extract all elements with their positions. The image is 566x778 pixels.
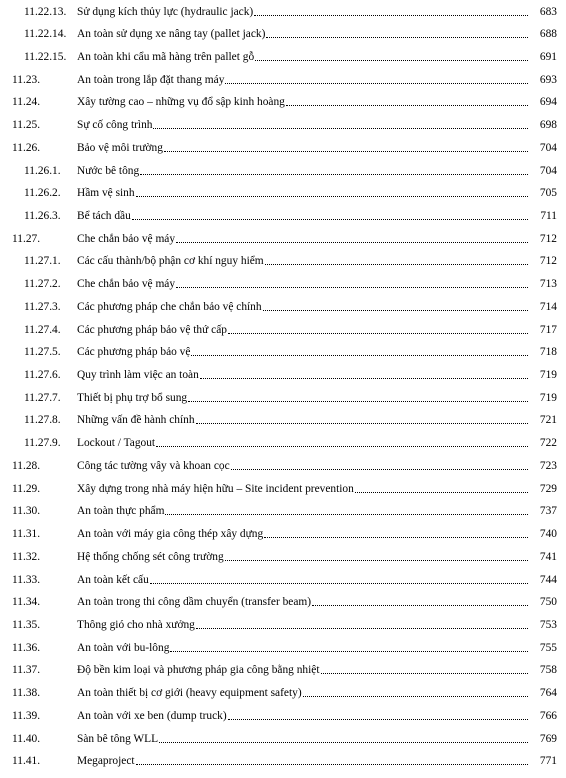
toc-entry-number: 11.27.1. <box>24 255 61 268</box>
toc-entry-number: 11.27.8. <box>24 414 61 427</box>
toc-entry-number: 11.36. <box>12 641 41 654</box>
toc-entry[interactable] <box>0 140 566 156</box>
toc-entry-title: An toàn với xe ben (dump truck) <box>77 709 227 722</box>
toc-entry-number: 11.22.13. <box>24 5 67 18</box>
toc-entry-page-number: 712 <box>539 232 557 245</box>
toc-entry-title: An toàn sử dụng xe nâng tay (pallet jack) <box>77 28 266 41</box>
toc-entry-title: Thiết bị phụ trợ bổ sung <box>77 391 188 404</box>
toc-entry-page-number: 722 <box>539 437 557 450</box>
toc-entry[interactable] <box>0 572 566 588</box>
toc-entry-title: Che chắn bảo vệ máy <box>77 278 176 291</box>
toc-leader-dots <box>136 764 528 765</box>
toc-entry-number: 11.28. <box>12 459 41 472</box>
toc-entry-title: An toàn kết cấu <box>77 573 149 586</box>
toc-entry[interactable] <box>0 549 566 565</box>
toc-entry-number: 11.26.1. <box>24 164 61 177</box>
toc-entry-page-number: 712 <box>539 255 557 268</box>
toc-entry[interactable] <box>0 640 566 656</box>
toc-entry-page-number: 740 <box>539 528 557 541</box>
toc-entry-title: An toàn thực phẩm <box>77 505 165 518</box>
toc-entry-page-number: 704 <box>539 164 557 177</box>
toc-entry-page-number: 758 <box>539 664 557 677</box>
toc-entry-page-number: 755 <box>539 641 557 654</box>
toc-entry[interactable] <box>0 231 566 247</box>
toc-entry-number: 11.40. <box>12 732 41 745</box>
toc-entry-number: 11.38. <box>12 687 41 700</box>
toc-entry-title: Bảo vệ môi trường <box>77 141 163 154</box>
toc-entry-page-number: 711 <box>540 209 557 222</box>
toc-entry-page-number: 688 <box>539 28 557 41</box>
toc-leader-dots <box>228 333 528 334</box>
toc-entry-title: An toàn với bu-lông <box>77 641 170 654</box>
toc-entry-page-number: 753 <box>539 618 557 631</box>
toc-entry[interactable] <box>0 390 566 406</box>
toc-entry-page-number: 698 <box>539 119 557 132</box>
toc-entry-page-number: 718 <box>539 346 557 359</box>
toc-leader-dots <box>255 60 528 61</box>
toc-leader-dots <box>231 469 528 470</box>
toc-entry-number: 11.33. <box>12 573 41 586</box>
toc-entry-page-number: 741 <box>539 550 557 563</box>
toc-entry-number: 11.35. <box>12 618 41 631</box>
toc-entry-number: 11.23. <box>12 73 41 86</box>
toc-entry-page-number: 766 <box>539 709 557 722</box>
toc-entry-number: 11.39. <box>12 709 41 722</box>
toc-entry-number: 11.41. <box>12 755 41 768</box>
toc-entry-page-number: 683 <box>539 5 557 18</box>
toc-entry-title: Công tác tường vây và khoan cọc <box>77 459 230 472</box>
toc-leader-dots <box>196 628 528 629</box>
toc-leader-dots <box>165 514 528 515</box>
toc-entry-title: Các phương pháp che chắn bảo vệ chính <box>77 300 262 313</box>
toc-entry-number: 11.27.7. <box>24 391 61 404</box>
toc-entry-title: Lockout / Tagout <box>77 437 156 450</box>
toc-entry-title: Sự cố công trình <box>77 119 153 132</box>
toc-entry-number: 11.29. <box>12 482 41 495</box>
toc-leader-dots <box>132 219 528 220</box>
toc-entry-number: 11.27.2. <box>24 278 61 291</box>
toc-entry-page-number: 705 <box>539 187 557 200</box>
toc-entry-title: Nước bê tông <box>77 164 140 177</box>
toc-entry[interactable] <box>0 344 566 360</box>
toc-leader-dots <box>200 378 528 379</box>
toc-leader-dots <box>312 605 528 606</box>
toc-leader-dots <box>321 673 528 674</box>
toc-entry-number: 11.26.3. <box>24 209 61 222</box>
toc-leader-dots <box>196 423 528 424</box>
toc-entry-page-number: 694 <box>539 96 557 109</box>
toc-entry-number: 11.26. <box>12 141 41 154</box>
toc-leader-dots <box>150 583 528 584</box>
toc-entry[interactable] <box>0 753 566 769</box>
toc-leader-dots <box>303 696 528 697</box>
toc-entry-title: Xây tường cao – những vụ đổ sập kinh hoàng <box>77 96 285 109</box>
toc-entry-title: Quy trình làm việc an toàn <box>77 369 199 382</box>
toc-entry-page-number: 771 <box>539 755 557 768</box>
toc-entry[interactable] <box>0 185 566 201</box>
toc-entry-number: 11.32. <box>12 550 41 563</box>
toc-entry[interactable] <box>0 481 566 497</box>
toc-entry[interactable] <box>0 526 566 542</box>
toc-leader-dots <box>228 719 528 720</box>
toc-entry-title: An toàn khi cẩu mã hàng trên pallet gỗ <box>77 50 255 63</box>
toc-entry[interactable] <box>0 49 566 65</box>
toc-entry[interactable] <box>0 731 566 747</box>
toc-entry[interactable] <box>0 594 566 610</box>
toc-entry-page-number: 769 <box>539 732 557 745</box>
toc-entry[interactable] <box>0 458 566 474</box>
toc-entry-page-number: 719 <box>539 369 557 382</box>
toc-leader-dots <box>225 560 528 561</box>
toc-entry[interactable] <box>0 367 566 383</box>
toc-entry-title: Các phương pháp bảo vệ thứ cấp <box>77 323 227 336</box>
toc-leader-dots <box>176 287 528 288</box>
toc-entry[interactable] <box>0 435 566 451</box>
toc-entry-number: 11.27.9. <box>24 437 61 450</box>
toc-entry-title: Megaproject <box>77 755 135 768</box>
toc-leader-dots <box>164 151 528 152</box>
toc-leader-dots <box>156 446 528 447</box>
toc-entry-page-number: 723 <box>539 459 557 472</box>
toc-entry[interactable] <box>0 322 566 338</box>
toc-entry-number: 11.25. <box>12 119 41 132</box>
toc-leader-dots <box>265 264 528 265</box>
toc-entry[interactable] <box>0 617 566 633</box>
toc-entry-title: Những vấn đề hành chính <box>77 414 195 427</box>
toc-entry-number: 11.26.2. <box>24 187 61 200</box>
toc-entry-page-number: 704 <box>539 141 557 154</box>
toc-entry-title: Sử dụng kích thủy lực (hydraulic jack) <box>77 5 254 18</box>
toc-entry-number: 11.27.6. <box>24 369 61 382</box>
toc-entry-page-number: 713 <box>539 278 557 291</box>
toc-entry[interactable] <box>0 208 566 224</box>
toc-entry[interactable] <box>0 253 566 269</box>
toc-leader-dots <box>286 105 528 106</box>
toc-entry[interactable] <box>0 662 566 678</box>
toc-entry-number: 11.31. <box>12 528 41 541</box>
toc-entry-number: 11.27.5. <box>24 346 61 359</box>
toc-entry-page-number: 691 <box>539 50 557 63</box>
toc-entry-page-number: 750 <box>539 596 557 609</box>
toc-entry-page-number: 717 <box>539 323 557 336</box>
toc-entry-page-number: 737 <box>539 505 557 518</box>
toc-entry-title: Hầm vệ sinh <box>77 187 135 200</box>
toc-leader-dots <box>225 83 528 84</box>
toc-entry-number: 11.30. <box>12 505 41 518</box>
toc-entry-title: Che chắn bảo vệ máy <box>77 232 176 245</box>
toc-entry-title: Bể tách dầu <box>77 209 131 222</box>
toc-entry[interactable] <box>0 299 566 315</box>
toc-entry-page-number: 729 <box>539 482 557 495</box>
toc-entry-title: An toàn trong lắp đặt thang máy <box>77 73 225 86</box>
toc-entry-page-number: 719 <box>539 391 557 404</box>
toc-leader-dots <box>191 355 528 356</box>
toc-leader-dots <box>170 651 528 652</box>
toc-entry-title: Hệ thống chống sét công trường <box>77 550 224 563</box>
toc-entry[interactable] <box>0 94 566 110</box>
toc-entry-page-number: 721 <box>539 414 557 427</box>
toc-entry-number: 11.22.14. <box>24 28 67 41</box>
toc-entry[interactable] <box>0 4 566 20</box>
toc-leader-dots <box>140 174 528 175</box>
toc-entry-title: Các cấu thành/bộ phận cơ khí nguy hiểm <box>77 255 264 268</box>
toc-entry-title: Sàn bê tông WLL <box>77 732 159 745</box>
toc-leader-dots <box>264 537 528 538</box>
toc-entry[interactable] <box>0 276 566 292</box>
toc-entry-title: Các phương pháp bảo vệ <box>77 346 191 359</box>
toc-entry-title: An toàn trong thi công dầm chuyển (transfer beam) <box>77 596 312 609</box>
toc-entry-title: An toàn thiết bị cơ giới (heavy equipment safety) <box>77 687 302 700</box>
toc-entry-page-number: 693 <box>539 73 557 86</box>
toc-entry[interactable] <box>0 72 566 88</box>
toc-entry-page-number: 744 <box>539 573 557 586</box>
toc-entry-number: 11.27.3. <box>24 300 61 313</box>
toc-leader-dots <box>355 492 528 493</box>
toc-entry[interactable] <box>0 708 566 724</box>
toc-entry-page-number: 714 <box>539 300 557 313</box>
toc-leader-dots <box>153 128 528 129</box>
toc-leader-dots <box>159 742 528 743</box>
toc-entry-number: 11.22.15. <box>24 50 67 63</box>
toc-entry-title: Xây dựng trong nhà máy hiện hữu – Site incident prevention <box>77 482 354 495</box>
toc-leader-dots <box>263 310 528 311</box>
toc-entry[interactable] <box>0 163 566 179</box>
toc-leader-dots <box>188 401 528 402</box>
toc-entry[interactable] <box>0 117 566 133</box>
toc-entry-number: 11.37. <box>12 664 41 677</box>
toc-entry-number: 11.27.4. <box>24 323 61 336</box>
toc-entry-page-number: 764 <box>539 687 557 700</box>
toc-entry-title: Độ bền kim loại và phương pháp gia công bằng nhiệt <box>77 664 320 677</box>
toc-entry-number: 11.24. <box>12 96 41 109</box>
toc-entry-title: Thông gió cho nhà xưởng <box>77 618 195 631</box>
toc-entry-number: 11.27. <box>12 232 41 245</box>
toc-entry-title: An toàn với máy gia công thép xây dựng <box>77 528 264 541</box>
toc-entry[interactable] <box>0 26 566 42</box>
toc-leader-dots <box>136 196 528 197</box>
toc-entry[interactable] <box>0 412 566 428</box>
toc-leader-dots <box>176 242 528 243</box>
toc-entry[interactable] <box>0 685 566 701</box>
toc-leader-dots <box>254 15 528 16</box>
toc-entry-number: 11.34. <box>12 596 41 609</box>
toc-leader-dots <box>266 37 528 38</box>
toc-entry[interactable] <box>0 503 566 519</box>
